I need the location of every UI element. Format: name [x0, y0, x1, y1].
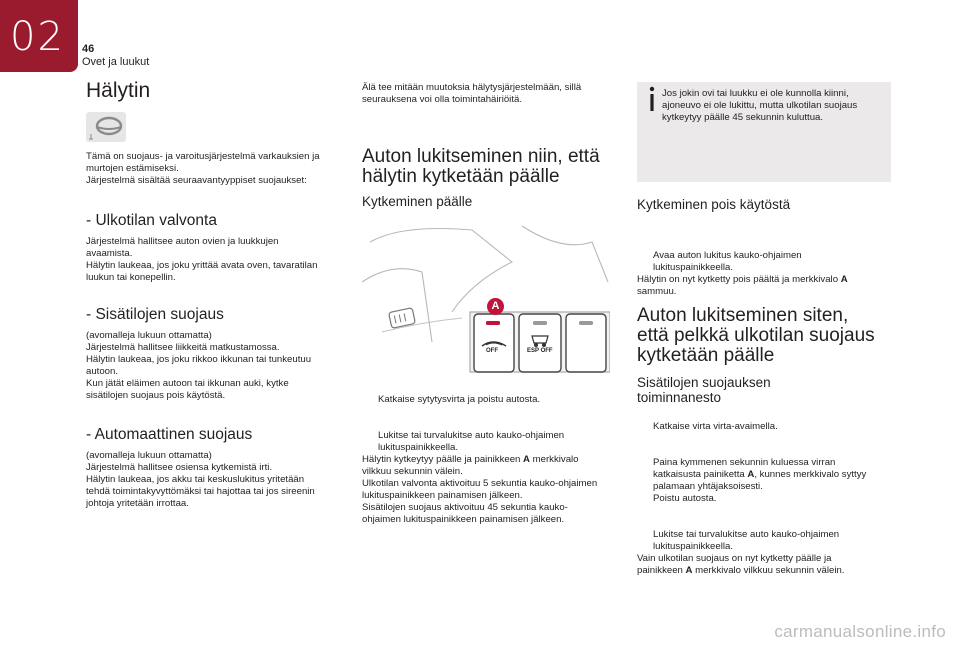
activation-subheading: Kytkeminen päälle [362, 194, 473, 209]
activation-result-text: Hälytin kytkeytyy päälle ja painikkeen A merkkivalo vilkkuu sekunnin välein. Ulkotilan valvonta aktivoituu 5 sekuntia kauko-ohjaimen lukituspainikkeen painamisen jälkeen. Sisätilojen suojaus aktivoituu 45 sekuntia kauko- ohjaimen lukituspainikkeen painamisen jälkeen. [362, 454, 598, 525]
deactivation-heading: Kytkeminen pois käytöstä [637, 197, 791, 212]
warning-text: Älä tee mitään muutoksia hälytysjärjestelmään, sillä seurauksena voi olla toimintahäiriöitä. [362, 82, 582, 105]
list-item: Paina kymmenen sekunnin kuluessa virran katkaisusta painiketta A, kunnes merkkivalo syttyy palamaan yhtäjaksoisesti. [653, 457, 867, 492]
page-number: 46 [82, 43, 95, 55]
info-icon [647, 86, 657, 118]
section-title: Ovet ja luukut [82, 56, 150, 68]
deactivation-steps [637, 226, 891, 298]
list-item: Katkaise virta virta-avaimella. [653, 421, 778, 432]
list-item: Lukitse tai turvalukitse auto kauko-ohjaimen lukituspainikkeella. [378, 430, 565, 453]
alarm-buttons-illustration [362, 222, 610, 382]
inhibit-steps [637, 421, 899, 577]
esp-off-button-label: ESP OFF [527, 348, 553, 354]
exterior-only-heading: Auton lukitseminen siten, että pelkkä ulkotilan suojaus kytketään päälle [637, 305, 875, 366]
info-text: Jos jokin ovi tai luukku ei ole kunnolla kiinni, ajoneuvo ei ole lukittu, mutta ulkotilan suojaus kytkeytyy päälle 45 sekunnin kuluttua. [662, 88, 858, 123]
callout-a-marker: A [487, 298, 504, 315]
automatic-protection-heading: - Automaattinen suojaus [86, 426, 253, 443]
interior-protection-heading: - Sisätilojen suojaus [86, 306, 224, 323]
off-button-label: OFF [486, 348, 498, 354]
chapter-number: 02 [10, 14, 65, 60]
page-title: Hälytin [86, 79, 151, 102]
steering-wheel-icon [86, 112, 126, 142]
inhibit-result-text: Vain ulkotilan suojaus on nyt kytketty päälle ja painikkeen A merkkivalo vilkkuu sekunnin välein. [637, 553, 845, 576]
deactivation-result-text: Hälytin on nyt kytketty pois päältä ja merkkivalo A sammuu. [637, 274, 848, 297]
exterior-monitoring-heading: - Ulkotilan valvonta [86, 212, 217, 229]
list-item: Poistu autosta. [653, 493, 717, 504]
lock-with-alarm-heading: Auton lukitseminen niin, että hälytin kytketään päälle [362, 146, 600, 187]
automatic-protection-text: (avomalleja lukuun ottamatta) Järjestelmä hallitsee osiensa kytkemistä irti. Hälytin laukeaa, jos akku tai keskuslukitus yritetään tehdä toimintakyvyttömäksi tai hajottaa tai jos sireenin johtoja yritetään irrottaa. [86, 450, 315, 509]
activation-steps [362, 394, 624, 526]
watermark: carmanualsonline.info [774, 622, 946, 641]
list-item: Katkaise sytytysvirta ja poistu autosta. [378, 394, 541, 405]
list-item: Avaa auton lukitus kauko-ohjaimen lukituspainikkeella. [653, 250, 802, 273]
interior-protection-text: (avomalleja lukuun ottamatta) Järjestelmä hallitsee liikkeitä matkustamossa. Hälytin laukeaa, jos joku rikkoo ikkunan tai tunkeutuu autoon. Kun jätät eläimen autoon tai ikkunan auki, kytke sisätilojen suojaus pois käytöstä. [86, 330, 312, 401]
list-item: Lukitse tai turvalukitse auto kauko-ohjaimen lukituspainikkeella. [653, 529, 840, 552]
exterior-monitoring-text: Järjestelmä hallitsee auton ovien ja luukkujen avaamista. Hälytin laukeaa, jos joku yrittää avata oven, tavaratilan luukun tai konepellin. [86, 236, 318, 283]
intro-text: Tämä on suojaus- ja varoitusjärjestelmä varkauksien ja murtojen estämiseksi. Järjestelmä sisältää seuraavantyyppiset suojaukset: [86, 151, 320, 186]
interior-inhibit-subheading: Sisätilojen suojauksen toiminnanesto [637, 375, 771, 405]
